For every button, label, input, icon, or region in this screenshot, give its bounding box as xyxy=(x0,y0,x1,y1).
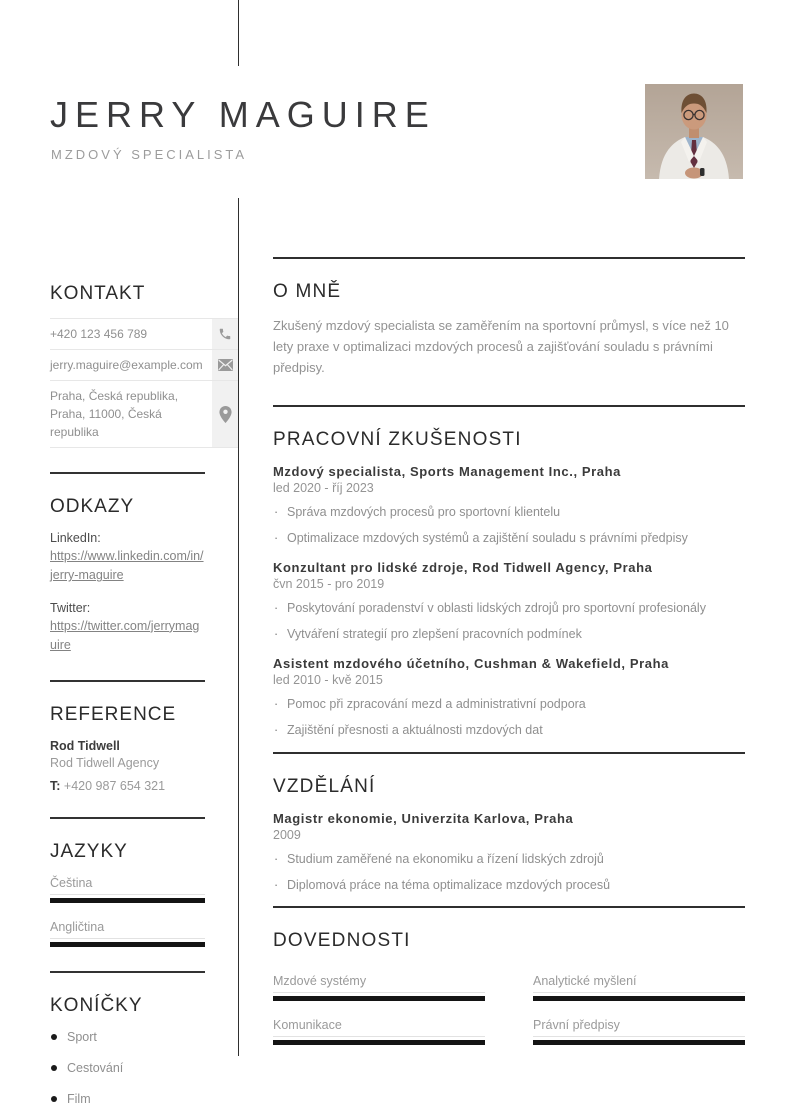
section-reference xyxy=(50,680,205,793)
skills-grid xyxy=(273,974,745,1062)
contact-row-address xyxy=(50,380,238,448)
skill-label: Komunikace xyxy=(273,1018,485,1037)
dovednosti-heading: DOVEDNOSTI xyxy=(273,930,411,952)
skill-item xyxy=(533,974,745,1001)
link-item-linkedin xyxy=(50,531,205,586)
skill-item xyxy=(273,974,485,1001)
section-rule xyxy=(50,680,205,682)
o-mne-heading: O MNĚ xyxy=(273,281,342,302)
section-zkusenosti xyxy=(273,429,745,738)
hobby-item: Cestování xyxy=(50,1061,205,1075)
section-rule xyxy=(50,817,205,819)
job-bullet-list xyxy=(273,504,745,547)
section-rule xyxy=(50,472,205,474)
skill-label: Mzdové systémy xyxy=(273,974,485,993)
skill-item xyxy=(273,1018,485,1045)
job-bullet: · Zajištění přesnosti a aktuálnosti mzdových dat xyxy=(273,722,745,739)
job-dates: led 2020 - říj 2023 xyxy=(273,481,374,496)
job-entry xyxy=(273,464,745,547)
job-bullet: · Správa mzdových procesů pro sportovní klientelu xyxy=(273,504,745,521)
address-line-1: Praha, Česká republika, xyxy=(50,389,179,403)
section-kontakt xyxy=(50,283,205,448)
section-jazyky xyxy=(50,817,205,947)
skill-item xyxy=(533,1018,745,1045)
reference-heading: REFERENCE xyxy=(50,703,177,725)
section-rule xyxy=(50,971,205,973)
job-bullet-list xyxy=(273,600,745,643)
reference-company: Rod Tidwell Agency xyxy=(50,755,160,770)
address-line-2: Praha, 11000, Česká republika xyxy=(50,407,162,439)
vzdelani-heading: VZDĚLÁNÍ xyxy=(273,775,376,797)
section-vzdelani xyxy=(273,776,745,894)
section-odkazy xyxy=(50,472,205,656)
job-title: Konzultant pro lidské zdroje, Rod Tidwell Agency, Praha xyxy=(273,560,653,576)
reference-phone-label: T: xyxy=(50,778,61,793)
section-o-mne xyxy=(273,281,745,378)
section-rule xyxy=(273,405,745,407)
reference-phone-number: +420 987 654 321 xyxy=(63,778,166,793)
job-entry xyxy=(273,560,745,643)
section-rule xyxy=(273,752,745,754)
job-entry xyxy=(273,656,745,739)
job-title: Mzdový specialista, Sports Management Inc., Praha xyxy=(273,464,621,480)
section-rule xyxy=(273,906,745,908)
email-icon xyxy=(212,350,238,380)
reference-phone xyxy=(50,779,205,793)
language-label: Angličtina xyxy=(50,920,205,939)
language-level-bar xyxy=(50,898,205,903)
jazyky-heading: JAZYKY xyxy=(50,840,128,862)
about-text: Zkušený mzdový specialista se zaměřením na sportovní průmysl, s více než 10 lety praxe v optimalizaci mzdových procesů a zajišťování souladu s právními předpisy. xyxy=(273,318,729,375)
hobby-list xyxy=(50,1030,205,1106)
section-dovednosti xyxy=(273,930,745,1062)
phone-icon xyxy=(212,319,238,349)
skill-bar-track xyxy=(533,996,745,1001)
linkedin-link[interactable]: https://www.linkedin.com/in/jerry-maguire xyxy=(50,549,204,583)
job-bullet: · Vytváření strategií pro zlepšení pracovních podmínek xyxy=(273,626,745,643)
top-divider-line xyxy=(238,0,239,66)
link-item-twitter xyxy=(50,601,205,656)
education-bullet: · Diplomová práce na téma optimalizace mzdových procesů xyxy=(273,877,745,894)
skill-level-bar xyxy=(533,996,745,1001)
language-item xyxy=(50,920,205,947)
job-dates: led 2010 - kvě 2015 xyxy=(273,672,383,687)
job-dates: čvn 2015 - pro 2019 xyxy=(273,577,385,592)
link-label: LinkedIn: xyxy=(50,531,101,545)
job-bullet-list xyxy=(273,696,745,739)
job-bullet: · Poskytování poradenství v oblasti lidských zdrojů pro sportovní profesionály xyxy=(273,600,745,617)
odkazy-heading: ODKAZY xyxy=(50,496,135,517)
language-label: Čeština xyxy=(50,876,205,895)
twitter-link[interactable]: https://twitter.com/jerrymaguire xyxy=(50,618,200,653)
hobby-item: Film xyxy=(50,1092,205,1106)
skill-bar-track xyxy=(533,1040,745,1045)
sidebar xyxy=(50,283,205,1120)
address xyxy=(50,381,212,447)
language-level-bar xyxy=(50,942,205,947)
education-bullet: · Studium zaměřené na ekonomiku a řízení lidských zdrojů xyxy=(273,851,745,868)
section-konicky xyxy=(50,971,205,1106)
profile-photo xyxy=(645,84,743,179)
education-degree: Magistr ekonomie, Univerzita Karlova, Praha xyxy=(273,810,574,826)
konicky-heading: KONÍČKY xyxy=(50,994,143,1016)
skill-bar-track xyxy=(273,1040,485,1045)
skill-label: Právní předpisy xyxy=(533,1018,745,1037)
zkusenosti-heading: PRACOVNÍ ZKUŠENOSTI xyxy=(273,429,522,451)
education-year: 2009 xyxy=(273,827,301,842)
contact-row-phone xyxy=(50,318,238,349)
kontakt-heading: KONTAKT xyxy=(50,283,146,304)
column-divider-line xyxy=(238,198,239,1056)
location-icon xyxy=(212,381,238,447)
section-rule xyxy=(273,257,745,259)
contact-list xyxy=(50,318,238,448)
job-bullet: · Pomoc při zpracování mezd a administrativní podpora xyxy=(273,696,745,713)
job-bullet: · Optimalizace mzdových systémů a zajištění souladu s právními předpisy xyxy=(273,530,745,547)
person-name: JERRY MAGUIRE xyxy=(50,94,436,135)
hobby-item: Sport xyxy=(50,1030,205,1044)
phone-number: +420 123 456 789 xyxy=(50,327,148,341)
email-address: jerry.maguire@example.com xyxy=(50,358,203,372)
skill-bar-track xyxy=(273,996,485,1001)
skill-label: Analytické myšlení xyxy=(533,974,745,993)
contact-row-email xyxy=(50,349,238,380)
link-label: Twitter: xyxy=(50,600,91,615)
language-item xyxy=(50,876,205,903)
job-title: Asistent mzdového účetního, Cushman & Wakefield, Praha xyxy=(273,655,669,671)
skill-level-bar xyxy=(273,1040,485,1045)
language-bar-track xyxy=(50,942,205,947)
education-entry xyxy=(273,811,745,894)
skill-level-bar xyxy=(273,996,485,1001)
main-column xyxy=(273,257,745,1062)
reference-name: Rod Tidwell xyxy=(50,738,120,753)
job-title-subtitle: MZDOVÝ SPECIALISTA xyxy=(51,147,248,162)
language-bar-track xyxy=(50,898,205,903)
profile-photo-illustration xyxy=(645,84,743,179)
education-bullet-list xyxy=(273,851,745,894)
skill-level-bar xyxy=(533,1040,745,1045)
